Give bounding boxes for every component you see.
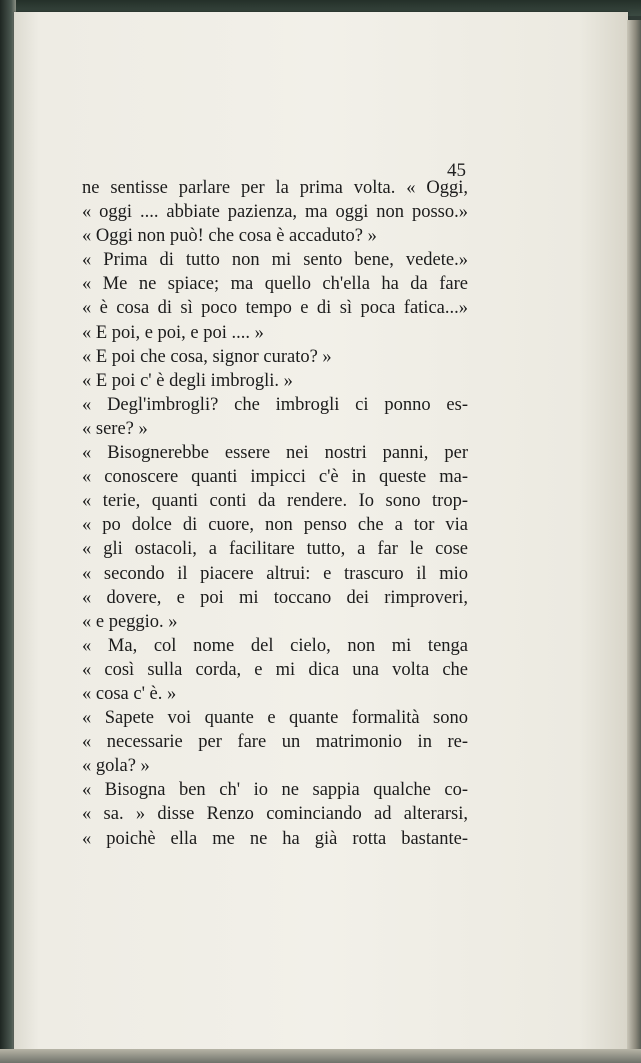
text-line: « Bisogna ben ch' io ne sappia qualche co- [82,780,468,801]
page-number: 45 [447,160,466,181]
text-line: « gli ostacoli, a facilitare tutto, a far le cose [82,539,468,560]
text-line: « Sapete voi quante e quante formalità sono [82,708,468,729]
text-line: « necessarie per fare un matrimonio in re- [82,732,468,753]
text-line: « conoscere quanti impicci c'è in queste ma- [82,467,468,488]
text-line: « secondo il piacere altrui: e trascuro il mio [82,563,468,584]
text-line: « E poi c' è degli imbrogli. » [82,370,293,391]
text-line: « E poi che cosa, signor curato? » [82,346,332,367]
text-line: « sere? » [82,418,148,439]
text-line: « cosa c' è. » [82,683,177,704]
text-line: « Ma, col nome del cielo, non mi tenga [82,635,468,656]
text-line: « po dolce di cuore, non penso che a tor via [82,515,468,536]
text-line: « oggi .... abbiate pazienza, ma oggi non posso.» [82,202,468,223]
text-line: « terie, quanti conti da rendere. Io sono trop- [82,491,468,512]
text-line: « poichè ella me ne ha già rotta bastante- [82,828,468,849]
text-line: « Bisognerebbe essere nei nostri panni, per [82,443,468,464]
text-line: « sa. » disse Renzo cominciando ad alterarsi, [82,804,468,825]
text-line: « E poi, e poi, e poi .... » [82,322,264,343]
text-line: « è cosa di sì poco tempo e di sì poca fatica...» [82,298,468,319]
text-line: « Degl'imbrogli? che imbrogli ci ponno es- [82,394,468,415]
text-line: « Me ne spiace; ma quello ch'ella ha da fare [82,274,468,295]
page-text [82,176,468,851]
page-stack-edge [627,20,641,1050]
book-cover-edge-bottom [0,1049,641,1063]
text-line: « e peggio. » [82,611,178,632]
text-line: « gola? » [82,756,150,777]
text-line: « Prima di tutto non mi sento bene, vedete.» [82,250,468,271]
text-line: ne sentisse parlare per la prima volta. « Oggi, [82,178,468,198]
text-line: « dovere, e poi mi toccano dei rimproveri, [82,587,468,608]
text-line: « Oggi non può! che cosa è accaduto? » [82,226,377,247]
text-line: « così sulla corda, e mi dica una volta che [82,659,468,680]
